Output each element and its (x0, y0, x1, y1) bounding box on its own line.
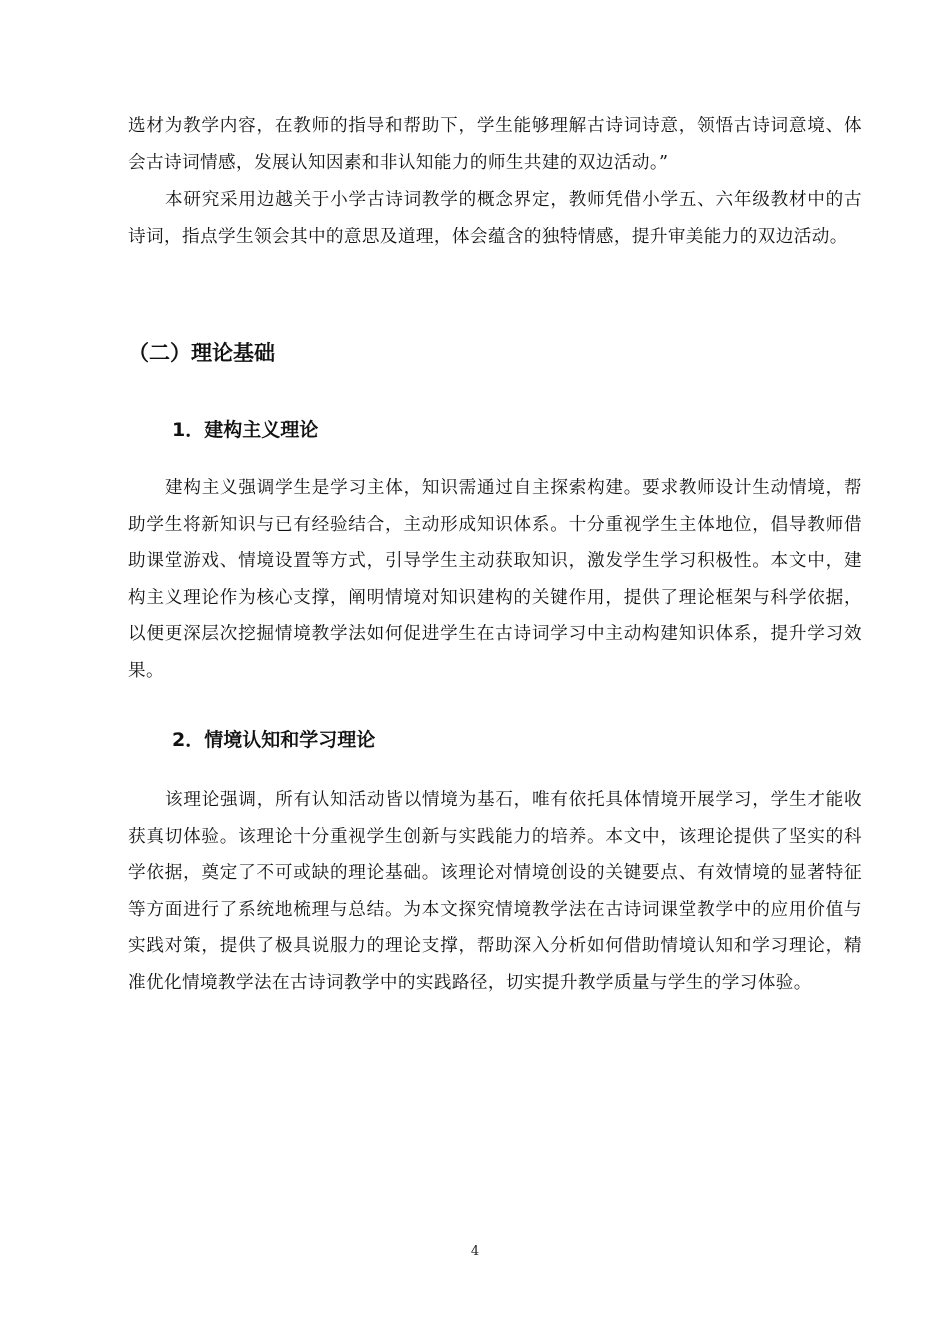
intro-continuation-block (128, 108, 862, 181)
intro-continuation-paragraph: 选材为教学内容，在教师的指导和帮助下，学生能够理解古诗词诗意，领悟古诗词意境、体会古诗词情感，发展认知因素和非认知能力的师生共建的双边活动。” (128, 116, 862, 173)
intro-paragraph: 本研究采用边越关于小学古诗词教学的概念界定，教师凭借小学五、六年级教材中的古诗词，指点学生领会其中的意思及道理，体会蕴含的独特情感，提升审美能力的双边活动。 (128, 190, 862, 247)
subsection-2-paragraph: 该理论强调，所有认知活动皆以情境为基石，唯有依托具体情境开展学习，学生才能收获真切体验。该理论十分重视学生创新与实践能力的培养。本文中，该理论提供了坚实的科学依据，奠定了不可或缺的理论基础。该理论对情境创设的关键要点、有效情境的显著特征等方面进行了系统地梳理与总结。为本文探究情境教学法在古诗词课堂教学中的应用价值与实践对策，提供了极具说服力的理论支撑，帮助深入分析如何借助情境认知和学习理论，精准优化情境教学法在古诗词教学中的实践路径，切实提升教学质量与学生的学习体验。 (128, 790, 862, 993)
page-number: 4 (470, 1244, 480, 1259)
section-heading: （二）理论基础 (128, 341, 275, 365)
subsection-1-heading: 1．建构主义理论 (172, 419, 319, 441)
intro-paragraph-block (128, 182, 862, 255)
subsection-2-heading: 2．情境认知和学习理论 (172, 729, 376, 751)
subsection-2-block (128, 782, 862, 1001)
subsection-1-block (128, 470, 862, 689)
subsection-1-paragraph: 建构主义强调学生是学习主体，知识需通过自主探索构建。要求教师设计生动情境，帮助学生将新知识与已有经验结合，主动形成知识体系。十分重视学生主体地位，倡导教师借助课堂游戏、情境设置等方式，引导学生主动获取知识，激发学生学习积极性。本文中，建构主义理论作为核心支撑，阐明情境对知识建构的关键作用，提供了理论框架与科学依据，以便更深层次挖掘情境教学法如何促进学生在古诗词学习中主动构建知识体系，提升学习效果。 (128, 478, 862, 681)
